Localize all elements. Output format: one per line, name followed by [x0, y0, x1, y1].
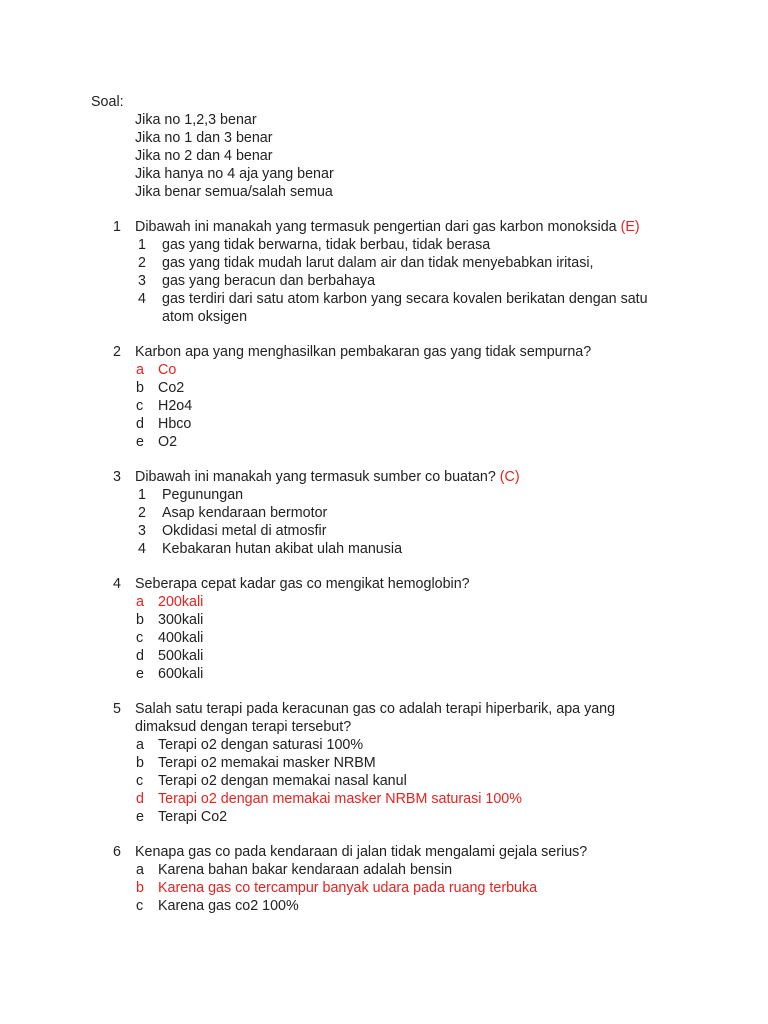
- option-label: 1: [138, 237, 146, 253]
- option-item: [0, 772, 768, 790]
- option-text: Kebakaran hutan akibat ulah manusia: [162, 541, 403, 557]
- option-text: Pegunungan: [162, 487, 244, 503]
- option-list: [0, 861, 768, 915]
- option-item: [0, 397, 768, 415]
- answer-key-list: [135, 111, 334, 201]
- option-text: Okdidasi metal di atmosfir: [162, 523, 327, 539]
- question-number: 6: [113, 844, 121, 860]
- option-label: b: [136, 880, 144, 896]
- option-label: d: [136, 648, 144, 664]
- question-number: 4: [113, 576, 121, 592]
- question-number: 2: [113, 344, 121, 360]
- option-item: [0, 486, 768, 504]
- option-list: [0, 593, 768, 683]
- option-text: Terapi o2 dengan memakai masker NRBM saturasi 100%: [158, 791, 522, 807]
- question-text: Dibawah ini manakah yang termasuk sumber co buatan? (C): [135, 469, 520, 485]
- option-item: [0, 897, 768, 915]
- question-2: [0, 343, 768, 451]
- question-text: Seberapa cepat kadar gas co mengikat hemoglobin?: [135, 576, 470, 592]
- option-text: Asap kendaraan bermotor: [162, 505, 328, 521]
- option-text: gas terdiri dari satu atom karbon yang secara kovalen berikatan dengan satu atom oksigen: [162, 291, 648, 325]
- option-item: [0, 790, 768, 808]
- option-label: e: [136, 666, 144, 682]
- question-1: [0, 218, 768, 326]
- option-label: b: [136, 612, 144, 628]
- option-label: d: [136, 791, 144, 807]
- option-label: a: [136, 737, 144, 753]
- option-text: H2o4: [158, 398, 193, 414]
- option-label: c: [136, 773, 144, 789]
- question-number: 1: [113, 219, 121, 235]
- option-item: [0, 861, 768, 879]
- option-label: e: [136, 809, 144, 825]
- option-item: [0, 647, 768, 665]
- option-item: [0, 593, 768, 611]
- option-item: [0, 361, 768, 379]
- question-5: [0, 700, 768, 826]
- option-label: b: [136, 380, 144, 396]
- question-text: Kenapa gas co pada kendaraan di jalan tidak mengalami gejala serius?: [135, 844, 588, 860]
- option-label: 4: [138, 541, 146, 557]
- option-item: [0, 290, 768, 326]
- option-label: 3: [138, 523, 146, 539]
- option-label: 1: [138, 487, 146, 503]
- option-item: [0, 379, 768, 397]
- question-number: 3: [113, 469, 121, 485]
- option-label: 2: [138, 255, 146, 271]
- option-label: 3: [138, 273, 146, 289]
- option-item: [0, 629, 768, 647]
- option-item: [0, 272, 768, 290]
- answer-key-item: Jika hanya no 4 aja yang benar: [135, 166, 334, 182]
- option-text: 400kali: [158, 630, 204, 646]
- option-label: d: [136, 416, 144, 432]
- question-3: [0, 468, 768, 558]
- answer-key-item: Jika no 2 dan 4 benar: [135, 148, 273, 164]
- option-item: [0, 254, 768, 272]
- option-label: a: [136, 594, 144, 610]
- option-label: e: [136, 434, 144, 450]
- option-label: c: [136, 630, 144, 646]
- option-text: gas yang tidak berwarna, tidak berbau, tidak berasa: [162, 237, 491, 253]
- option-item: [0, 236, 768, 254]
- question-6: [0, 843, 768, 915]
- option-text: Co: [158, 362, 177, 378]
- option-item: [0, 736, 768, 754]
- option-text: Karena gas co2 100%: [158, 898, 299, 914]
- answer-mark: (E): [620, 219, 640, 235]
- option-text: O2: [158, 434, 178, 450]
- option-item: [0, 540, 768, 558]
- option-item: [0, 433, 768, 451]
- option-text: Terapi o2 dengan memakai nasal kanul: [158, 773, 407, 789]
- option-label: c: [136, 898, 144, 914]
- question-number: 5: [113, 701, 121, 717]
- option-text: Karena bahan bakar kendaraan adalah bensin: [158, 862, 453, 878]
- question-text: Salah satu terapi pada keracunan gas co adalah terapi hiperbarik, apa yang dimaksud dengan terapi tersebut?: [135, 701, 616, 735]
- answer-key-item: Jika no 1 dan 3 benar: [135, 130, 273, 146]
- option-item: [0, 665, 768, 683]
- option-label: 4: [138, 291, 146, 307]
- answer-key-item: Jika no 1,2,3 benar: [135, 112, 257, 128]
- option-label: c: [136, 398, 144, 414]
- option-list: [0, 236, 768, 326]
- question-text: Dibawah ini manakah yang termasuk pengertian dari gas karbon monoksida (E): [135, 219, 640, 235]
- answer-mark: (C): [499, 469, 520, 485]
- option-item: [0, 504, 768, 522]
- option-list: [0, 736, 768, 826]
- option-text: Hbco: [158, 416, 192, 432]
- option-text: Co2: [158, 380, 185, 396]
- option-text: 300kali: [158, 612, 204, 628]
- option-text: 500kali: [158, 648, 204, 664]
- answer-key-item: Jika benar semua/salah semua: [135, 184, 333, 200]
- option-item: [0, 611, 768, 629]
- option-list: [0, 361, 768, 451]
- option-item: [0, 879, 768, 897]
- option-text: gas yang tidak mudah larut dalam air dan tidak menyebabkan iritasi,: [162, 255, 594, 271]
- option-text: Terapi o2 dengan saturasi 100%: [158, 737, 364, 753]
- option-label: 2: [138, 505, 146, 521]
- option-label: b: [136, 755, 144, 771]
- option-text: gas yang beracun dan berbahaya: [162, 273, 376, 289]
- option-label: a: [136, 362, 144, 378]
- option-item: [0, 808, 768, 826]
- option-list: [0, 486, 768, 558]
- option-label: a: [136, 862, 144, 878]
- option-item: [0, 522, 768, 540]
- question-text: Karbon apa yang menghasilkan pembakaran gas yang tidak sempurna?: [135, 344, 592, 360]
- soal-label: Soal:: [91, 94, 124, 110]
- option-item: [0, 415, 768, 433]
- question-4: [0, 575, 768, 683]
- option-text: 600kali: [158, 666, 204, 682]
- option-item: [0, 754, 768, 772]
- option-text: Karena gas co tercampur banyak udara pada ruang terbuka: [158, 880, 538, 896]
- option-text: Terapi o2 memakai masker NRBM: [158, 755, 376, 771]
- option-text: 200kali: [158, 594, 204, 610]
- option-text: Terapi Co2: [158, 809, 228, 825]
